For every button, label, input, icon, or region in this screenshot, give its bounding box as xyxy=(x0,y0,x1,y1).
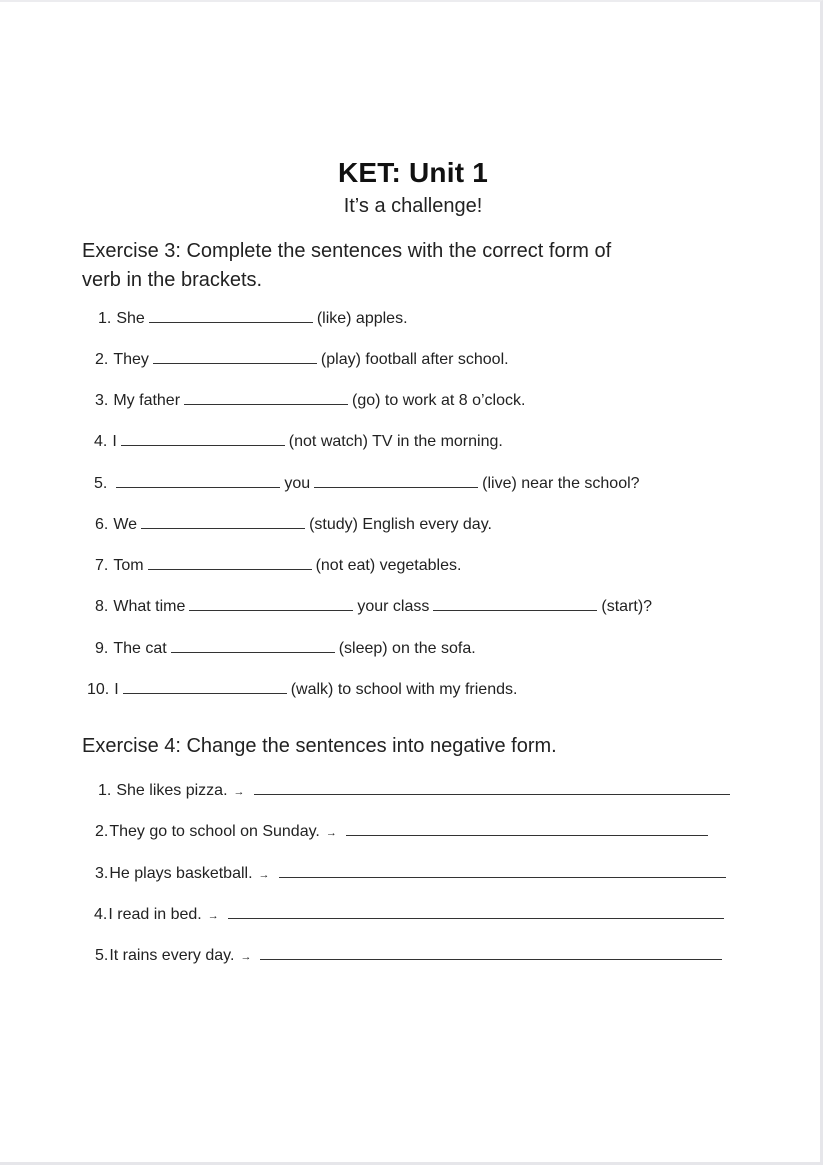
arrow-right-icon: → xyxy=(207,910,219,922)
item-text-after: (start)? xyxy=(601,598,653,615)
exercise-4-item-5 xyxy=(95,947,726,965)
exercise-3-item-2 xyxy=(95,351,509,369)
item-text-after: (go) to work at 8 o’clock. xyxy=(352,392,526,409)
item-sentence: They go to school on Sunday. xyxy=(109,823,320,840)
item-text-after: (play) football after school. xyxy=(320,351,509,368)
exercise-3-heading-line-1: Exercise 3: Complete the sentences with the correct form of xyxy=(82,240,612,262)
exercise-3-item-6 xyxy=(95,516,492,534)
answer-blank[interactable] xyxy=(123,692,287,694)
item-number: 3. xyxy=(95,392,109,409)
answer-blank-1[interactable] xyxy=(189,609,353,611)
item-text-after: (like) apples. xyxy=(316,310,408,327)
exercise-3-item-9 xyxy=(95,640,476,658)
item-text-before: The cat xyxy=(113,640,167,657)
item-text-before: I xyxy=(112,433,117,450)
arrow-right-icon: → xyxy=(240,951,252,963)
arrow-right-icon: → xyxy=(325,827,337,839)
answer-blank[interactable] xyxy=(153,362,317,364)
answer-blank[interactable] xyxy=(346,834,708,836)
item-text-after: (live) near the school? xyxy=(482,475,640,492)
item-text-middle: you xyxy=(284,475,311,492)
item-text-before: My father xyxy=(113,392,181,409)
exercise-3-item-4 xyxy=(94,433,503,451)
item-sentence: She likes pizza. xyxy=(116,782,228,799)
item-sentence: He plays basketball. xyxy=(109,865,253,882)
item-number: 6. xyxy=(95,516,109,533)
item-text-middle: your class xyxy=(357,598,430,615)
answer-blank-2[interactable] xyxy=(433,609,597,611)
exercise-4-item-4 xyxy=(94,906,728,924)
answer-blank[interactable] xyxy=(254,793,730,795)
item-text-before: What time xyxy=(113,598,186,615)
arrow-right-icon: → xyxy=(258,869,270,881)
answer-blank[interactable] xyxy=(279,876,726,878)
item-number: 9. xyxy=(95,640,109,657)
item-number: 5. xyxy=(95,947,109,964)
item-text-before: She xyxy=(116,310,145,327)
answer-blank[interactable] xyxy=(141,527,305,529)
exercise-3-heading-line-2: verb in the brackets. xyxy=(82,269,263,291)
item-text-before: I xyxy=(114,681,119,698)
answer-blank[interactable] xyxy=(149,321,313,323)
item-sentence: I read in bed. xyxy=(108,906,202,923)
item-text-before: We xyxy=(113,516,138,533)
item-number: 8. xyxy=(95,598,109,615)
item-number: 2. xyxy=(95,823,109,840)
item-text-after: (walk) to school with my friends. xyxy=(290,681,518,698)
answer-blank-1[interactable] xyxy=(116,486,280,488)
item-text-after: (not watch) TV in the morning. xyxy=(288,433,503,450)
item-text-after: (sleep) on the sofa. xyxy=(338,640,476,657)
answer-blank[interactable] xyxy=(228,917,724,919)
item-number: 7. xyxy=(95,557,109,574)
exercise-3-item-10 xyxy=(87,681,517,699)
worksheet-subtitle: It’s a challenge! xyxy=(343,195,483,217)
exercise-4-heading: Exercise 4: Change the sentences into negative form. xyxy=(82,735,557,757)
exercise-3-item-1 xyxy=(98,310,408,328)
item-number: 4. xyxy=(94,906,108,923)
exercise-3-item-3 xyxy=(95,392,525,410)
item-text-after: (not eat) vegetables. xyxy=(315,557,462,574)
item-number: 1. xyxy=(98,310,112,327)
item-text-after: (study) English every day. xyxy=(309,516,492,533)
exercise-3-item-7 xyxy=(95,557,461,575)
item-text-before: Tom xyxy=(113,557,144,574)
item-number: 1. xyxy=(98,782,112,799)
exercise-4-item-3 xyxy=(95,865,730,883)
item-number: 3. xyxy=(95,865,109,882)
arrow-right-icon: → xyxy=(233,786,245,798)
exercise-3-heading xyxy=(82,237,722,295)
exercise-3-item-8 xyxy=(95,598,652,616)
item-number: 2. xyxy=(95,351,109,368)
answer-blank[interactable] xyxy=(148,568,312,570)
exercise-3-item-5 xyxy=(94,475,640,493)
answer-blank[interactable] xyxy=(184,403,348,405)
answer-blank[interactable] xyxy=(171,651,335,653)
answer-blank[interactable] xyxy=(121,444,285,446)
item-number: 4. xyxy=(94,433,108,450)
worksheet-title: KET: Unit 1 xyxy=(338,157,488,188)
exercise-4-item-2 xyxy=(95,823,712,841)
item-text-before: They xyxy=(113,351,149,368)
item-number: 10. xyxy=(87,681,110,698)
exercise-4-item-1 xyxy=(98,782,734,800)
item-number: 5. xyxy=(94,475,108,492)
answer-blank[interactable] xyxy=(260,958,722,960)
answer-blank-2[interactable] xyxy=(314,486,478,488)
item-sentence: It rains every day. xyxy=(109,947,235,964)
